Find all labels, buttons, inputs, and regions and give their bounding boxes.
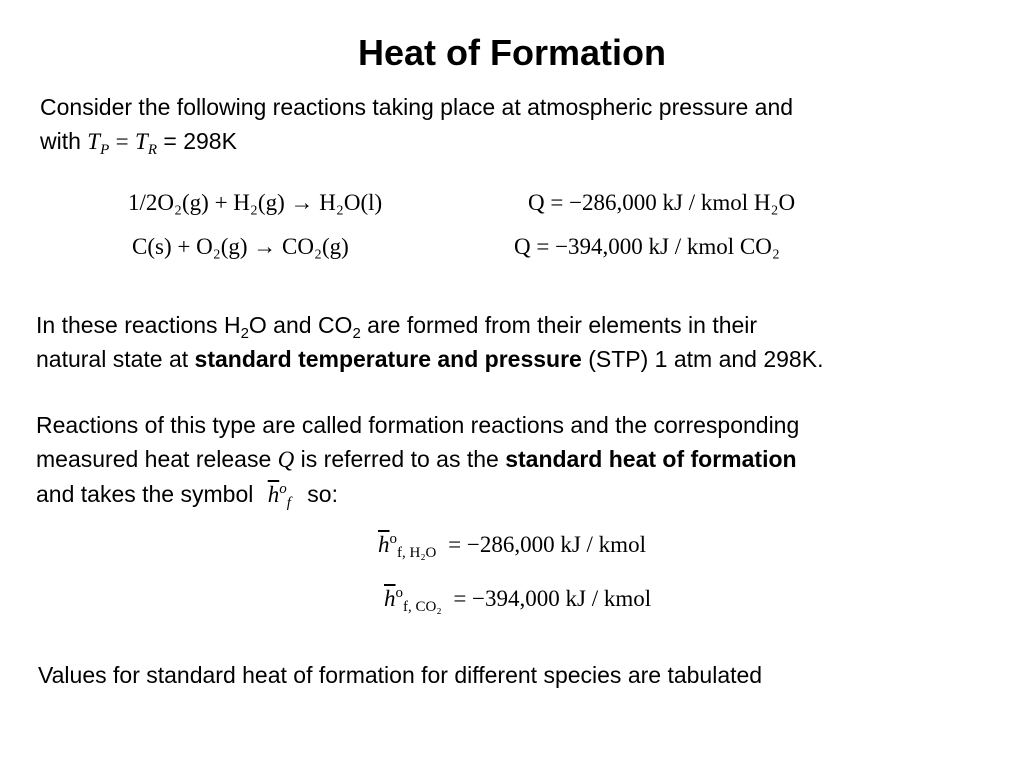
heat-of-formation-bold-term: standard heat of formation <box>505 446 797 472</box>
formation-value-co2: $\overline{h}^o_{f, CO_2} = -394,000$ kJ / kmol <box>384 585 652 615</box>
tp-symbol: $T_P$ <box>87 129 110 158</box>
tr-symbol: $T_R$ <box>135 129 157 158</box>
stp-paragraph: In these reactions $H_2O$ and $CO_2$ are formed from their elements in their natural state at standard temperature and pressure (STP) 1 atm and 298K. <box>36 312 824 372</box>
reaction-1-heat: Q = −286,000 kJ / kmol H₂O <box>528 190 796 215</box>
formation-value-h2o: $\overline{h}^o_{f, H_2O} = -286,000$ kJ / kmol <box>378 531 646 561</box>
reaction-2-equation: C(s) + O₂(g) → CO₂(g) <box>132 234 349 259</box>
intro-line-1: Consider the following reactions taking place at atmospheric pressure and <box>40 94 794 120</box>
intro-paragraph <box>40 90 793 159</box>
q-symbol: Q <box>277 447 295 472</box>
reaction-2-heat: Q = −394,000 kJ / kmol CO₂ <box>514 234 780 259</box>
formation-paragraph: Reactions of this type are called formation reactions and the corresponding measured heat release Q is referred to as the standard heat of formation and takes the symbol $\overline{h}^o_f$ so: <box>36 412 800 511</box>
stp-bold-term: standard temperature and pressure <box>194 346 582 372</box>
slide-title: Heat of Formation <box>357 32 666 73</box>
reaction-1-equation: 1/2O₂(g) + H₂(g) → H₂O(l) <box>128 190 383 215</box>
tabulated-note: Values for standard heat of formation for different species are tabulated <box>38 662 763 688</box>
hf-symbol: $\overline{h}^o_f$ <box>267 481 291 511</box>
intro-line-2: with $T_P = T_R = 298K$ <box>40 128 237 158</box>
